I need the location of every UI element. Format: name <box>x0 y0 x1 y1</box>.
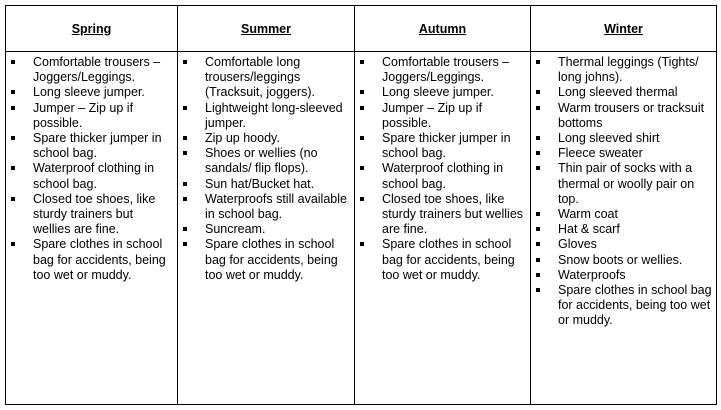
list-item: Spare clothes in school bag for accidents, being too wet or muddy. <box>205 237 350 283</box>
header-row <box>6 6 717 52</box>
list-item: Waterproofs still available in school bag. <box>205 192 350 222</box>
list-item: Long sleeve jumper. <box>33 85 173 100</box>
list-item: Spare thicker jumper in school bag. <box>33 131 173 161</box>
list-item: Suncream. <box>205 222 350 237</box>
list-item: Long sleeved thermal <box>558 85 712 100</box>
header-spring: Spring <box>6 6 178 52</box>
seasonal-clothing-table <box>5 5 717 405</box>
content-row <box>6 52 717 405</box>
list-item: Jumper – Zip up if possible. <box>33 101 173 131</box>
list-item: Spare clothes in school bag for accidents, being too wet or muddy. <box>33 237 173 283</box>
list-item: Zip up hoody. <box>205 131 350 146</box>
list-item: Jumper – Zip up if possible. <box>382 101 526 131</box>
list-item: Spare thicker jumper in school bag. <box>382 131 526 161</box>
summer-list <box>178 55 354 283</box>
list-item: Closed toe shoes, like sturdy trainers but wellies are fine. <box>382 192 526 238</box>
list-item: Long sleeved shirt <box>558 131 712 146</box>
winter-list <box>531 55 716 329</box>
list-item: Thin pair of socks with a thermal or woolly pair on top. <box>558 161 712 207</box>
header-winter: Winter <box>531 6 717 52</box>
autumn-list <box>355 55 530 283</box>
spring-list <box>6 55 177 283</box>
list-item: Shoes or wellies (no sandals/ flip flops). <box>205 146 350 176</box>
list-item: Spare clothes in school bag for accidents, being too wet or muddy. <box>382 237 526 283</box>
list-item: Warm coat <box>558 207 712 222</box>
list-item: Hat & scarf <box>558 222 712 237</box>
list-item: Comfortable trousers – Joggers/Leggings. <box>33 55 173 85</box>
list-item: Gloves <box>558 237 712 252</box>
list-item: Lightweight long-sleeved jumper. <box>205 101 350 131</box>
list-item: Spare clothes in school bag for accidents, being too wet or muddy. <box>558 283 712 328</box>
list-item: Waterproof clothing in school bag. <box>33 161 173 191</box>
list-item: Closed toe shoes, like sturdy trainers but wellies are fine. <box>33 192 173 238</box>
list-item: Snow boots or wellies. <box>558 253 712 268</box>
list-item: Comfortable long trousers/leggings (Tracksuit, joggers). <box>205 55 350 101</box>
summer-column <box>178 52 355 405</box>
list-item: Warm trousers or tracksuit bottoms <box>558 101 712 131</box>
list-item: Waterproof clothing in school bag. <box>382 161 526 191</box>
list-item: Thermal leggings (Tights/ long johns). <box>558 55 712 85</box>
spring-column <box>6 52 178 405</box>
header-summer: Summer <box>178 6 355 52</box>
list-item: Sun hat/Bucket hat. <box>205 177 350 192</box>
list-item: Fleece sweater <box>558 146 712 161</box>
list-item: Waterproofs <box>558 268 712 283</box>
header-autumn: Autumn <box>355 6 531 52</box>
list-item: Comfortable trousers – Joggers/Leggings. <box>382 55 526 85</box>
list-item: Long sleeve jumper. <box>382 85 526 100</box>
winter-column <box>531 52 717 405</box>
autumn-column <box>355 52 531 405</box>
